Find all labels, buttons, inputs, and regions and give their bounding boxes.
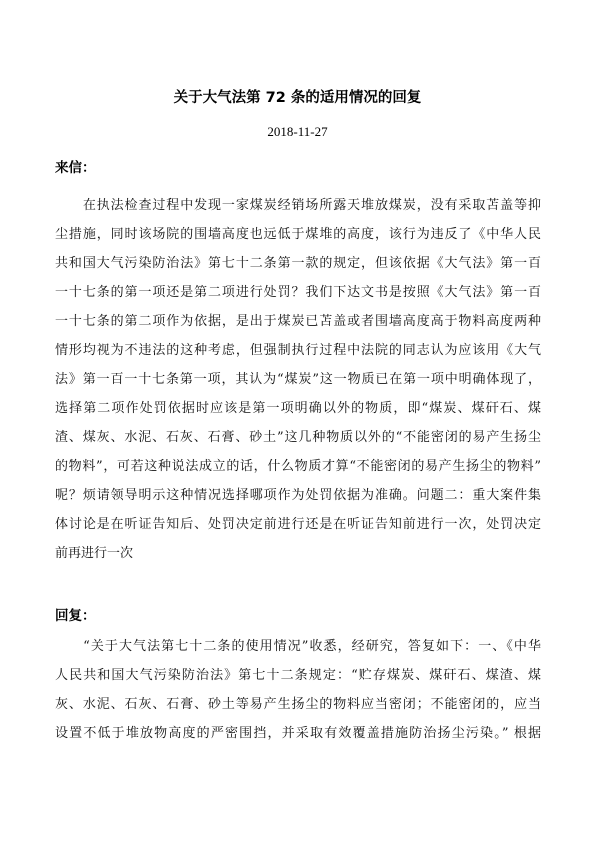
letter-heading: 来信： <box>55 160 96 176</box>
document-date: 2018-11-27 <box>267 124 328 139</box>
letter-line: 体讨论是在听证告知后、处罚决定前进行还是在听证告知前进行一次，处罚决定 <box>55 517 541 532</box>
letter-line: 法》第一百一十七条第一项，其认为“煤炭”这一物质已在第一项中明确体现了， <box>55 372 541 387</box>
letter-line: 呢？烦请领导明示这种情况选择哪项作为处罚依据为准确。问题二：重大案件集 <box>55 488 541 503</box>
letter-line: 情形均视为不违法的这种考虑，但强制执行过程中法院的同志认为应该用《大气 <box>55 343 541 358</box>
letter-line: 渣、煤灰、水泥、石灰、石膏、砂土”这几种物质以外的“不能密闭的易产生扬尘 <box>55 430 541 445</box>
reply-line: 灰、水泥、石灰、石膏、砂土等易产生扬尘的物料应当密闭；不能密闭的，应当 <box>55 697 541 712</box>
letter-line: 尘措施，同时该场院的围墙高度也远低于煤堆的高度，该行为违反了《中华人民 <box>55 227 541 242</box>
document-title: 关于大气法第 72 条的适用情况的回复 <box>173 90 422 106</box>
letter-body <box>55 191 541 568</box>
letter-line: 一十七条的第二项作为依据，是出于煤炭已苫盖或者围墙高度高于物料高度两种 <box>55 314 541 329</box>
letter-line: 在执法检查过程中发现一家煤炭经销场所露天堆放煤炭，没有采取苫盖等抑 <box>55 198 541 213</box>
reply-line: “关于大气法第七十二条的使用情况”收悉，经研究，答复如下：一、《中华 <box>55 639 541 654</box>
reply-line: 人民共和国大气污染防治法》第七十二条规定：“贮存煤炭、煤矸石、煤渣、煤 <box>55 668 541 683</box>
reply-line: 设置不低于堆放物高度的严密围挡，并采取有效覆盖措施防治扬尘污染。” 根据 <box>55 726 541 741</box>
letter-line: 一十七条的第一项还是第二项进行处罚？我们下达文书是按照《大气法》第一百 <box>55 285 541 300</box>
letter-line: 共和国大气污染防治法》第七十二条第一款的规定，但该依据《大气法》第一百 <box>55 256 541 271</box>
letter-line: 的物料”，可若这种说法成立的话，什么物质才算“不能密闭的易产生扬尘的物料” <box>55 459 541 474</box>
reply-heading: 回复： <box>55 608 96 624</box>
reply-body <box>55 632 541 748</box>
letter-line: 选择第二项作处罚依据时应该是第一项明确以外的物质，即“煤炭、煤矸石、煤 <box>55 401 541 416</box>
letter-line: 前再进行一次 <box>55 546 134 561</box>
